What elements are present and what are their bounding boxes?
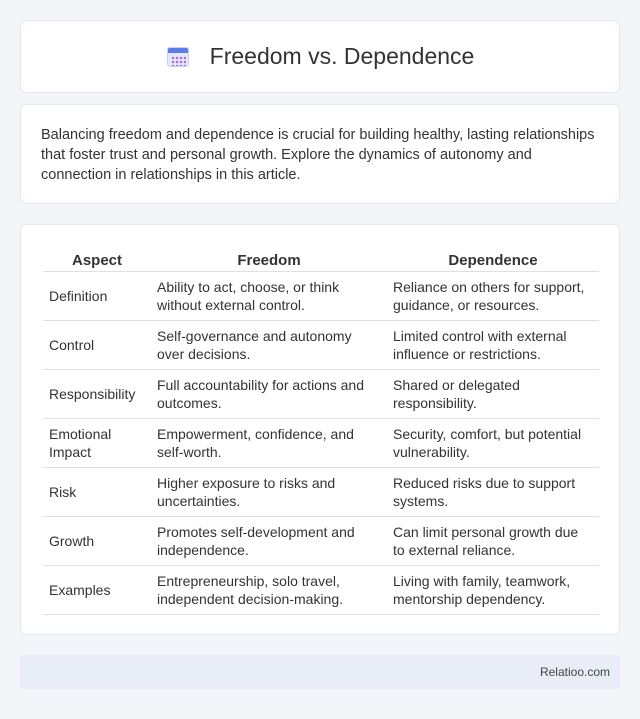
aspect-cell: Examples	[43, 565, 151, 614]
footer-site-name: Relatioo.com	[539, 665, 610, 679]
table-header-row	[43, 245, 599, 271]
table-row	[43, 271, 599, 320]
column-header-dependence: Dependence	[387, 245, 599, 271]
column-header-freedom: Freedom	[151, 245, 387, 271]
dependence-cell: Security, comfort, but potential vulnerability.	[387, 418, 599, 467]
column-header-aspect: Aspect	[43, 245, 151, 271]
freedom-cell: Entrepreneurship, solo travel, independent decision-making.	[151, 565, 387, 614]
intro-text: Balancing freedom and dependence is crucial for building healthy, lasting relationships that foster trust and personal growth. Explore the dynamics of autonomy and connection in relationships in this article.	[41, 127, 595, 183]
header-card	[20, 20, 620, 93]
intro-card	[20, 104, 620, 204]
page-title: Freedom vs. Dependence	[209, 43, 475, 69]
footer	[20, 655, 620, 689]
freedom-cell: Promotes self-development and independence.	[151, 516, 387, 565]
comparison-table	[43, 245, 599, 615]
dependence-cell: Living with family, teamwork, mentorship dependency.	[387, 565, 599, 614]
table-row	[43, 565, 599, 614]
aspect-cell: Definition	[43, 271, 151, 320]
freedom-cell: Ability to act, choose, or think without external control.	[151, 271, 387, 320]
dependence-cell: Can limit personal growth due to external reliance.	[387, 516, 599, 565]
table-row	[43, 467, 599, 516]
dependence-cell: Reduced risks due to support systems.	[387, 467, 599, 516]
freedom-cell: Higher exposure to risks and uncertainties.	[151, 467, 387, 516]
freedom-cell: Full accountability for actions and outcomes.	[151, 369, 387, 418]
table-row	[43, 418, 599, 467]
aspect-cell: Risk	[43, 467, 151, 516]
dependence-cell: Shared or delegated responsibility.	[387, 369, 599, 418]
aspect-cell: Control	[43, 320, 151, 369]
table-row	[43, 369, 599, 418]
dependence-cell: Reliance on others for support, guidance, or resources.	[387, 271, 599, 320]
calendar-icon	[166, 45, 190, 69]
freedom-cell: Self-governance and autonomy over decisions.	[151, 320, 387, 369]
aspect-cell: Emotional Impact	[43, 418, 151, 467]
aspect-cell: Responsibility	[43, 369, 151, 418]
freedom-cell: Empowerment, confidence, and self-worth.	[151, 418, 387, 467]
aspect-cell: Growth	[43, 516, 151, 565]
table-row	[43, 320, 599, 369]
table-row	[43, 516, 599, 565]
dependence-cell: Limited control with external influence or restrictions.	[387, 320, 599, 369]
comparison-table-card	[20, 224, 620, 635]
